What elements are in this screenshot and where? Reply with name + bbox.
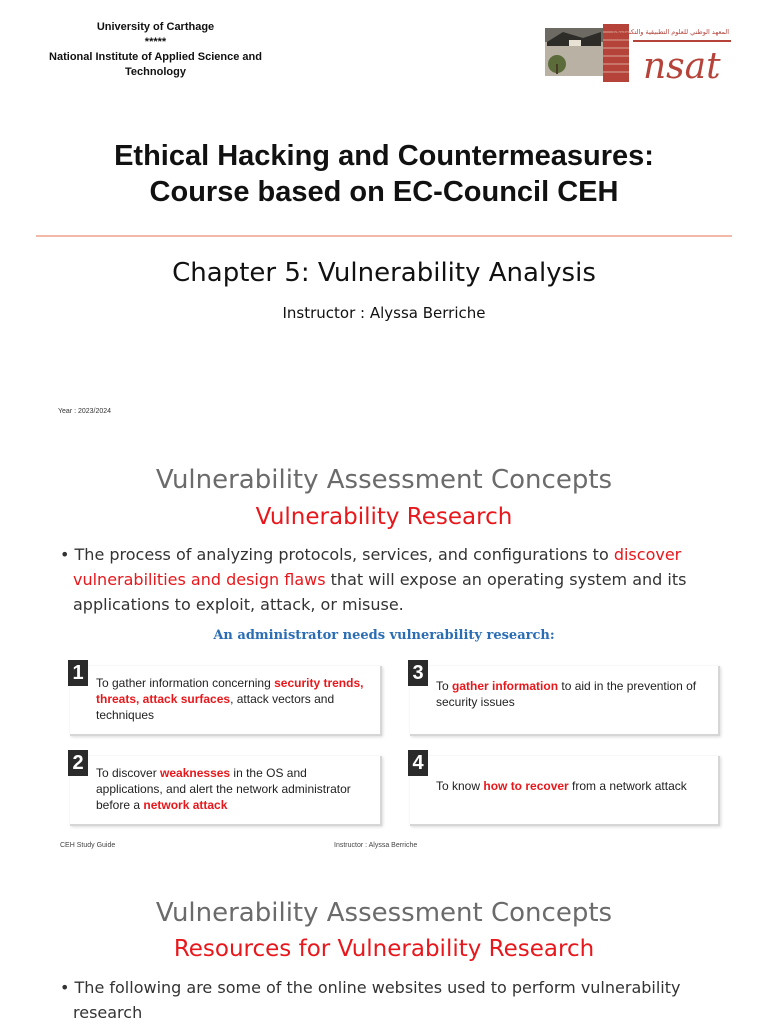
stars-separator: *****	[144, 36, 167, 48]
title-divider	[36, 235, 732, 237]
slide2-title: Vulnerability Assessment Concepts	[155, 465, 613, 495]
bullet-text-highlight: discover vulnerabilities and design flaws	[73, 545, 682, 589]
research-card-2	[70, 752, 382, 826]
card-text: To know how to recover from a network attack	[436, 779, 687, 793]
bullet-text-post: that will expose an operating system and its applications to exploit, attack, or misuse.	[73, 570, 687, 614]
university-header	[28, 20, 283, 80]
university-name: University of Carthage	[96, 21, 215, 33]
footer-source: CEH Study Guide	[60, 842, 116, 849]
instructor-line: Instructor : Alyssa Berriche	[282, 304, 486, 322]
card-number: 4	[408, 750, 428, 776]
research-card-1	[70, 662, 382, 736]
card-text: To gather information concerning security trends, threats, attack surfaces, attack vectors and techniques	[96, 676, 364, 722]
course-title-line2: Course based on EC-Council CEH	[149, 176, 619, 208]
card-text: To gather information to aid in the prevention of security issues	[436, 679, 697, 709]
research-card-4	[410, 752, 720, 826]
footer-instructor: Instructor : Alyssa Berriche	[334, 842, 418, 849]
chapter-title: Chapter 5: Vulnerability Analysis	[172, 258, 596, 288]
slide2-bullet: • The process of analyzing protocols, services, and configurations to discover vulnerabilities and design flaws that will expose an operating system and its applications to exploit, attack, or misuse.	[60, 545, 687, 614]
card-number: 3	[408, 660, 428, 686]
slide2-subtitle: Vulnerability Research	[255, 504, 513, 530]
bullet-text: The following are some of the online websites used to perform vulnerability research	[73, 978, 681, 1022]
admin-needs-banner: An administrator needs vulnerability research:	[213, 628, 555, 643]
logo-text: nsat	[643, 46, 721, 84]
year-label: Year : 2023/2024	[58, 408, 112, 415]
bullet-text-pre: The process of analyzing protocols, services, and configurations to	[74, 545, 614, 564]
logo-arabic-text: المعهد الوطني للعلوم التطبيقية والتكنولوجيا	[612, 28, 729, 36]
card-number: 1	[68, 660, 88, 686]
title-slide	[0, 0, 768, 440]
institute-name: National Institute of Applied Science and Technology	[49, 51, 262, 78]
course-title	[30, 138, 738, 210]
slide3-subtitle: Resources for Vulnerability Research	[173, 936, 595, 962]
slide3-title: Vulnerability Assessment Concepts	[155, 898, 613, 928]
slide3-bullet: • The following are some of the online websites used to perform vulnerability research	[60, 978, 681, 1022]
course-title-line1: Ethical Hacking and Countermeasures:	[114, 140, 654, 172]
card-number: 2	[68, 750, 88, 776]
card-text: To discover weaknesses in the OS and applications, and alert the network administrator before a network attack	[96, 766, 351, 812]
insat-logo	[543, 18, 733, 84]
research-card-3	[410, 662, 720, 736]
